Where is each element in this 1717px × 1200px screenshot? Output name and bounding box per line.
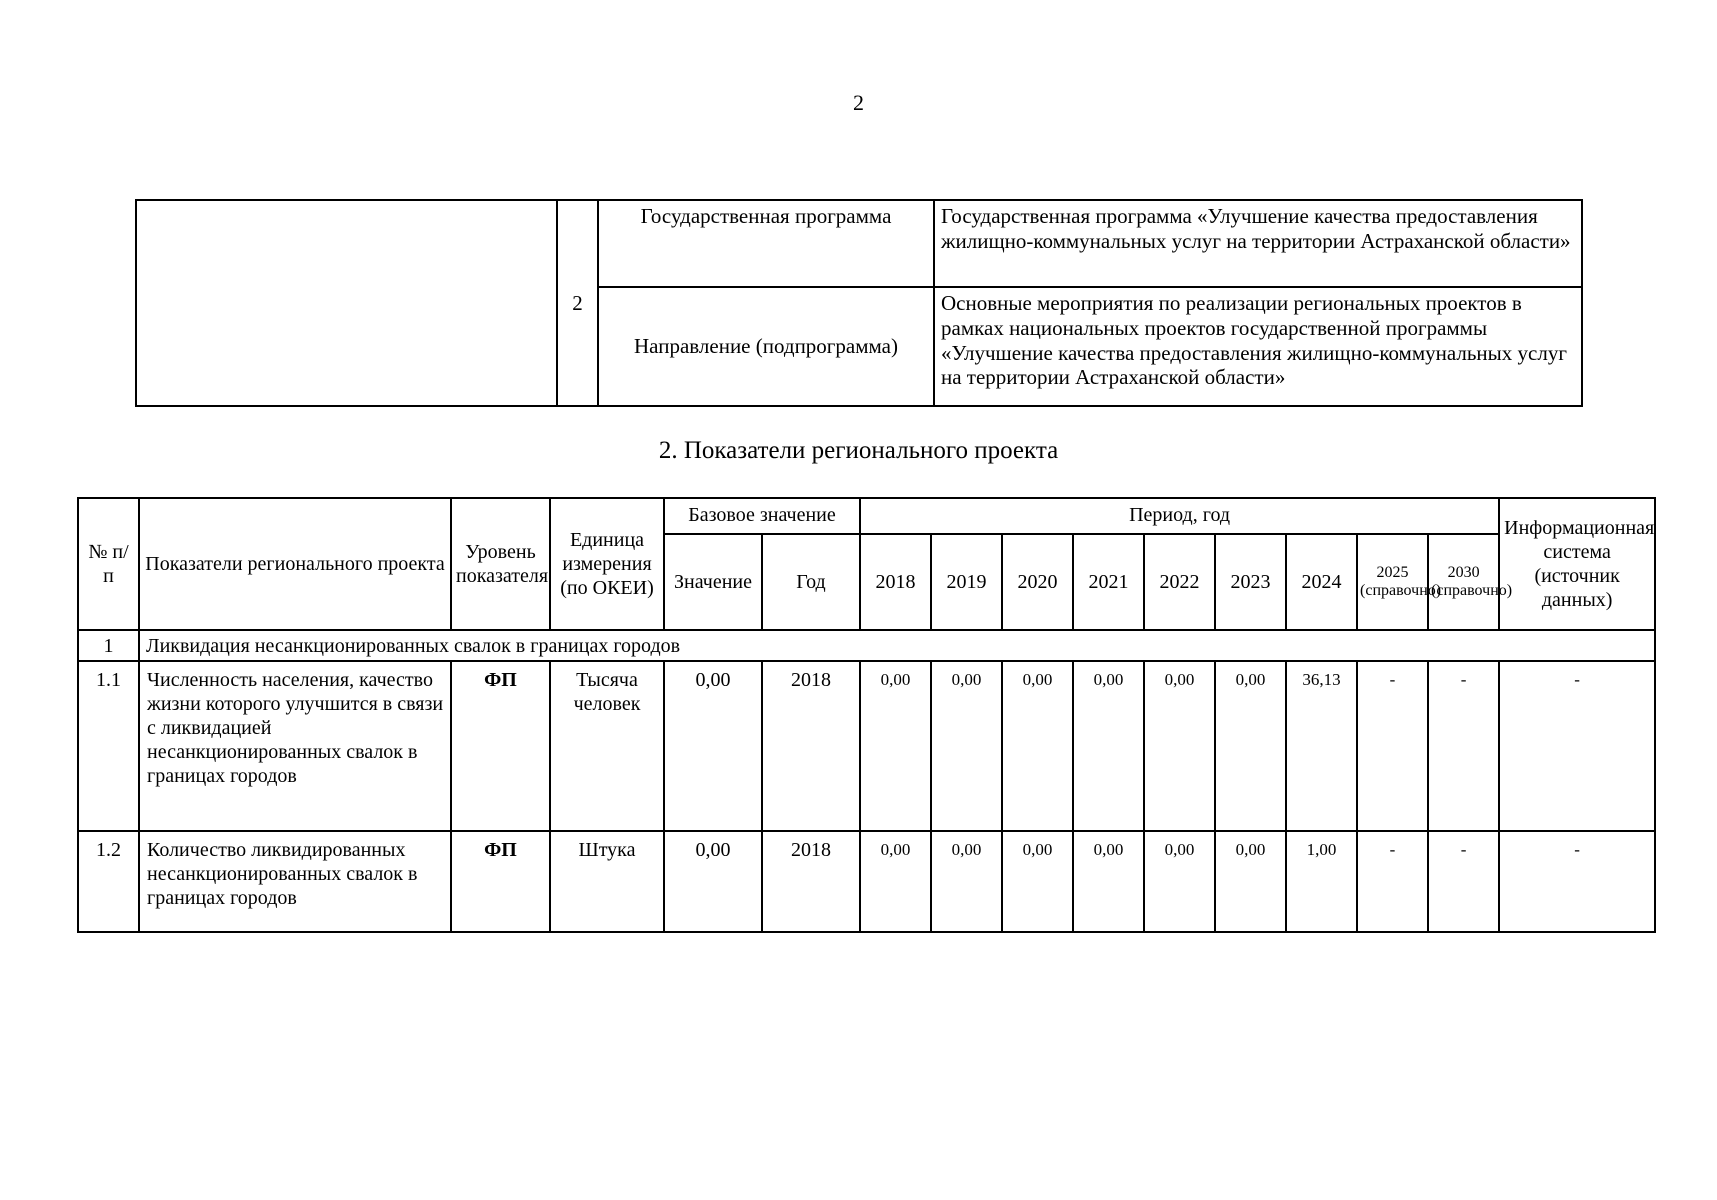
empty-cell <box>136 200 557 406</box>
section-title: 2. Показатели регионального проекта <box>658 437 1059 464</box>
header-year-2025: 2025 (справочно) <box>1357 534 1428 630</box>
row-value-2024: 36,13 <box>1286 661 1357 831</box>
table-row <box>78 661 1655 831</box>
row-value-2030: - <box>1428 661 1499 831</box>
row-indicator: Численность населения, качество жизни которого улучшится в связи с ликвидацией несанкционированных свалок в границах городов <box>139 661 451 831</box>
direction-value: Основные мероприятия по реализации региональных проектов в рамках национальных проектов государственной программы «Улучшение качества предоставления жилищно-коммунальных услуг на территории Астраханской области» <box>934 287 1582 406</box>
row-base-year: 2018 <box>762 661 860 831</box>
header-base-year: Год <box>762 534 860 630</box>
row-value-2022: 0,00 <box>1144 831 1215 932</box>
row-level: ФП <box>451 661 550 831</box>
header-num: № п/п <box>78 498 139 630</box>
row-value-2025: - <box>1357 831 1428 932</box>
row-value-2020: 0,00 <box>1002 661 1073 831</box>
row-info-system: - <box>1499 831 1655 932</box>
table-row <box>78 831 1655 932</box>
program-label: Государственная программа <box>598 200 934 287</box>
header-unit: Единица измерения (по ОКЕИ) <box>550 498 664 630</box>
header-year-2019: 2019 <box>931 534 1002 630</box>
header-year-2018: 2018 <box>860 534 931 630</box>
header-year-2023: 2023 <box>1215 534 1286 630</box>
row-value-2019: 0,00 <box>931 831 1002 932</box>
header-base-value: Значение <box>664 534 762 630</box>
row-number: 2 <box>557 200 598 406</box>
header-indicator: Показатели регионального проекта <box>139 498 451 630</box>
row-value-2019: 0,00 <box>931 661 1002 831</box>
row-value-2018: 0,00 <box>860 661 931 831</box>
row-base-year: 2018 <box>762 831 860 932</box>
indicators-table <box>77 497 1656 933</box>
row-value-2024: 1,00 <box>1286 831 1357 932</box>
row-info-system: - <box>1499 661 1655 831</box>
header-year-2020: 2020 <box>1002 534 1073 630</box>
header-year-2022: 2022 <box>1144 534 1215 630</box>
row-num: 1.2 <box>78 831 139 932</box>
page-number: 2 <box>853 90 864 115</box>
row-indicator: Количество ликвидированных несанкционированных свалок в границах городов <box>139 831 451 932</box>
row-num: 1.1 <box>78 661 139 831</box>
row-value-2020: 0,00 <box>1002 831 1073 932</box>
row-unit: Тысяча человек <box>550 661 664 831</box>
row-value-2022: 0,00 <box>1144 661 1215 831</box>
header-info-system: Информационная система (источник данных) <box>1499 498 1655 630</box>
row-value-2021: 0,00 <box>1073 831 1144 932</box>
row-value-2025: - <box>1357 661 1428 831</box>
section-row <box>78 630 1655 661</box>
row-unit: Штука <box>550 831 664 932</box>
header-period: Период, год <box>860 498 1499 534</box>
header-base: Базовое значение <box>664 498 860 534</box>
row-value-2030: - <box>1428 831 1499 932</box>
header-year-2024: 2024 <box>1286 534 1357 630</box>
row-value-2023: 0,00 <box>1215 831 1286 932</box>
row-level: ФП <box>451 831 550 932</box>
row-value-2021: 0,00 <box>1073 661 1144 831</box>
header-year-2030: 2030 (справочно) <box>1428 534 1499 630</box>
program-value: Государственная программа «Улучшение качества предоставления жилищно-коммунальных услуг на территории Астраханской области» <box>934 200 1582 287</box>
row-value-2018: 0,00 <box>860 831 931 932</box>
row-base-value: 0,00 <box>664 831 762 932</box>
section-title-cell: Ликвидация несанкционированных свалок в границах городов <box>139 630 1655 661</box>
section-num: 1 <box>78 630 139 661</box>
header-level: Уровень показателя <box>451 498 550 630</box>
row-value-2023: 0,00 <box>1215 661 1286 831</box>
header-year-2021: 2021 <box>1073 534 1144 630</box>
direction-label: Направление (подпрограмма) <box>598 287 934 406</box>
project-info-table <box>135 199 1583 407</box>
row-base-value: 0,00 <box>664 661 762 831</box>
